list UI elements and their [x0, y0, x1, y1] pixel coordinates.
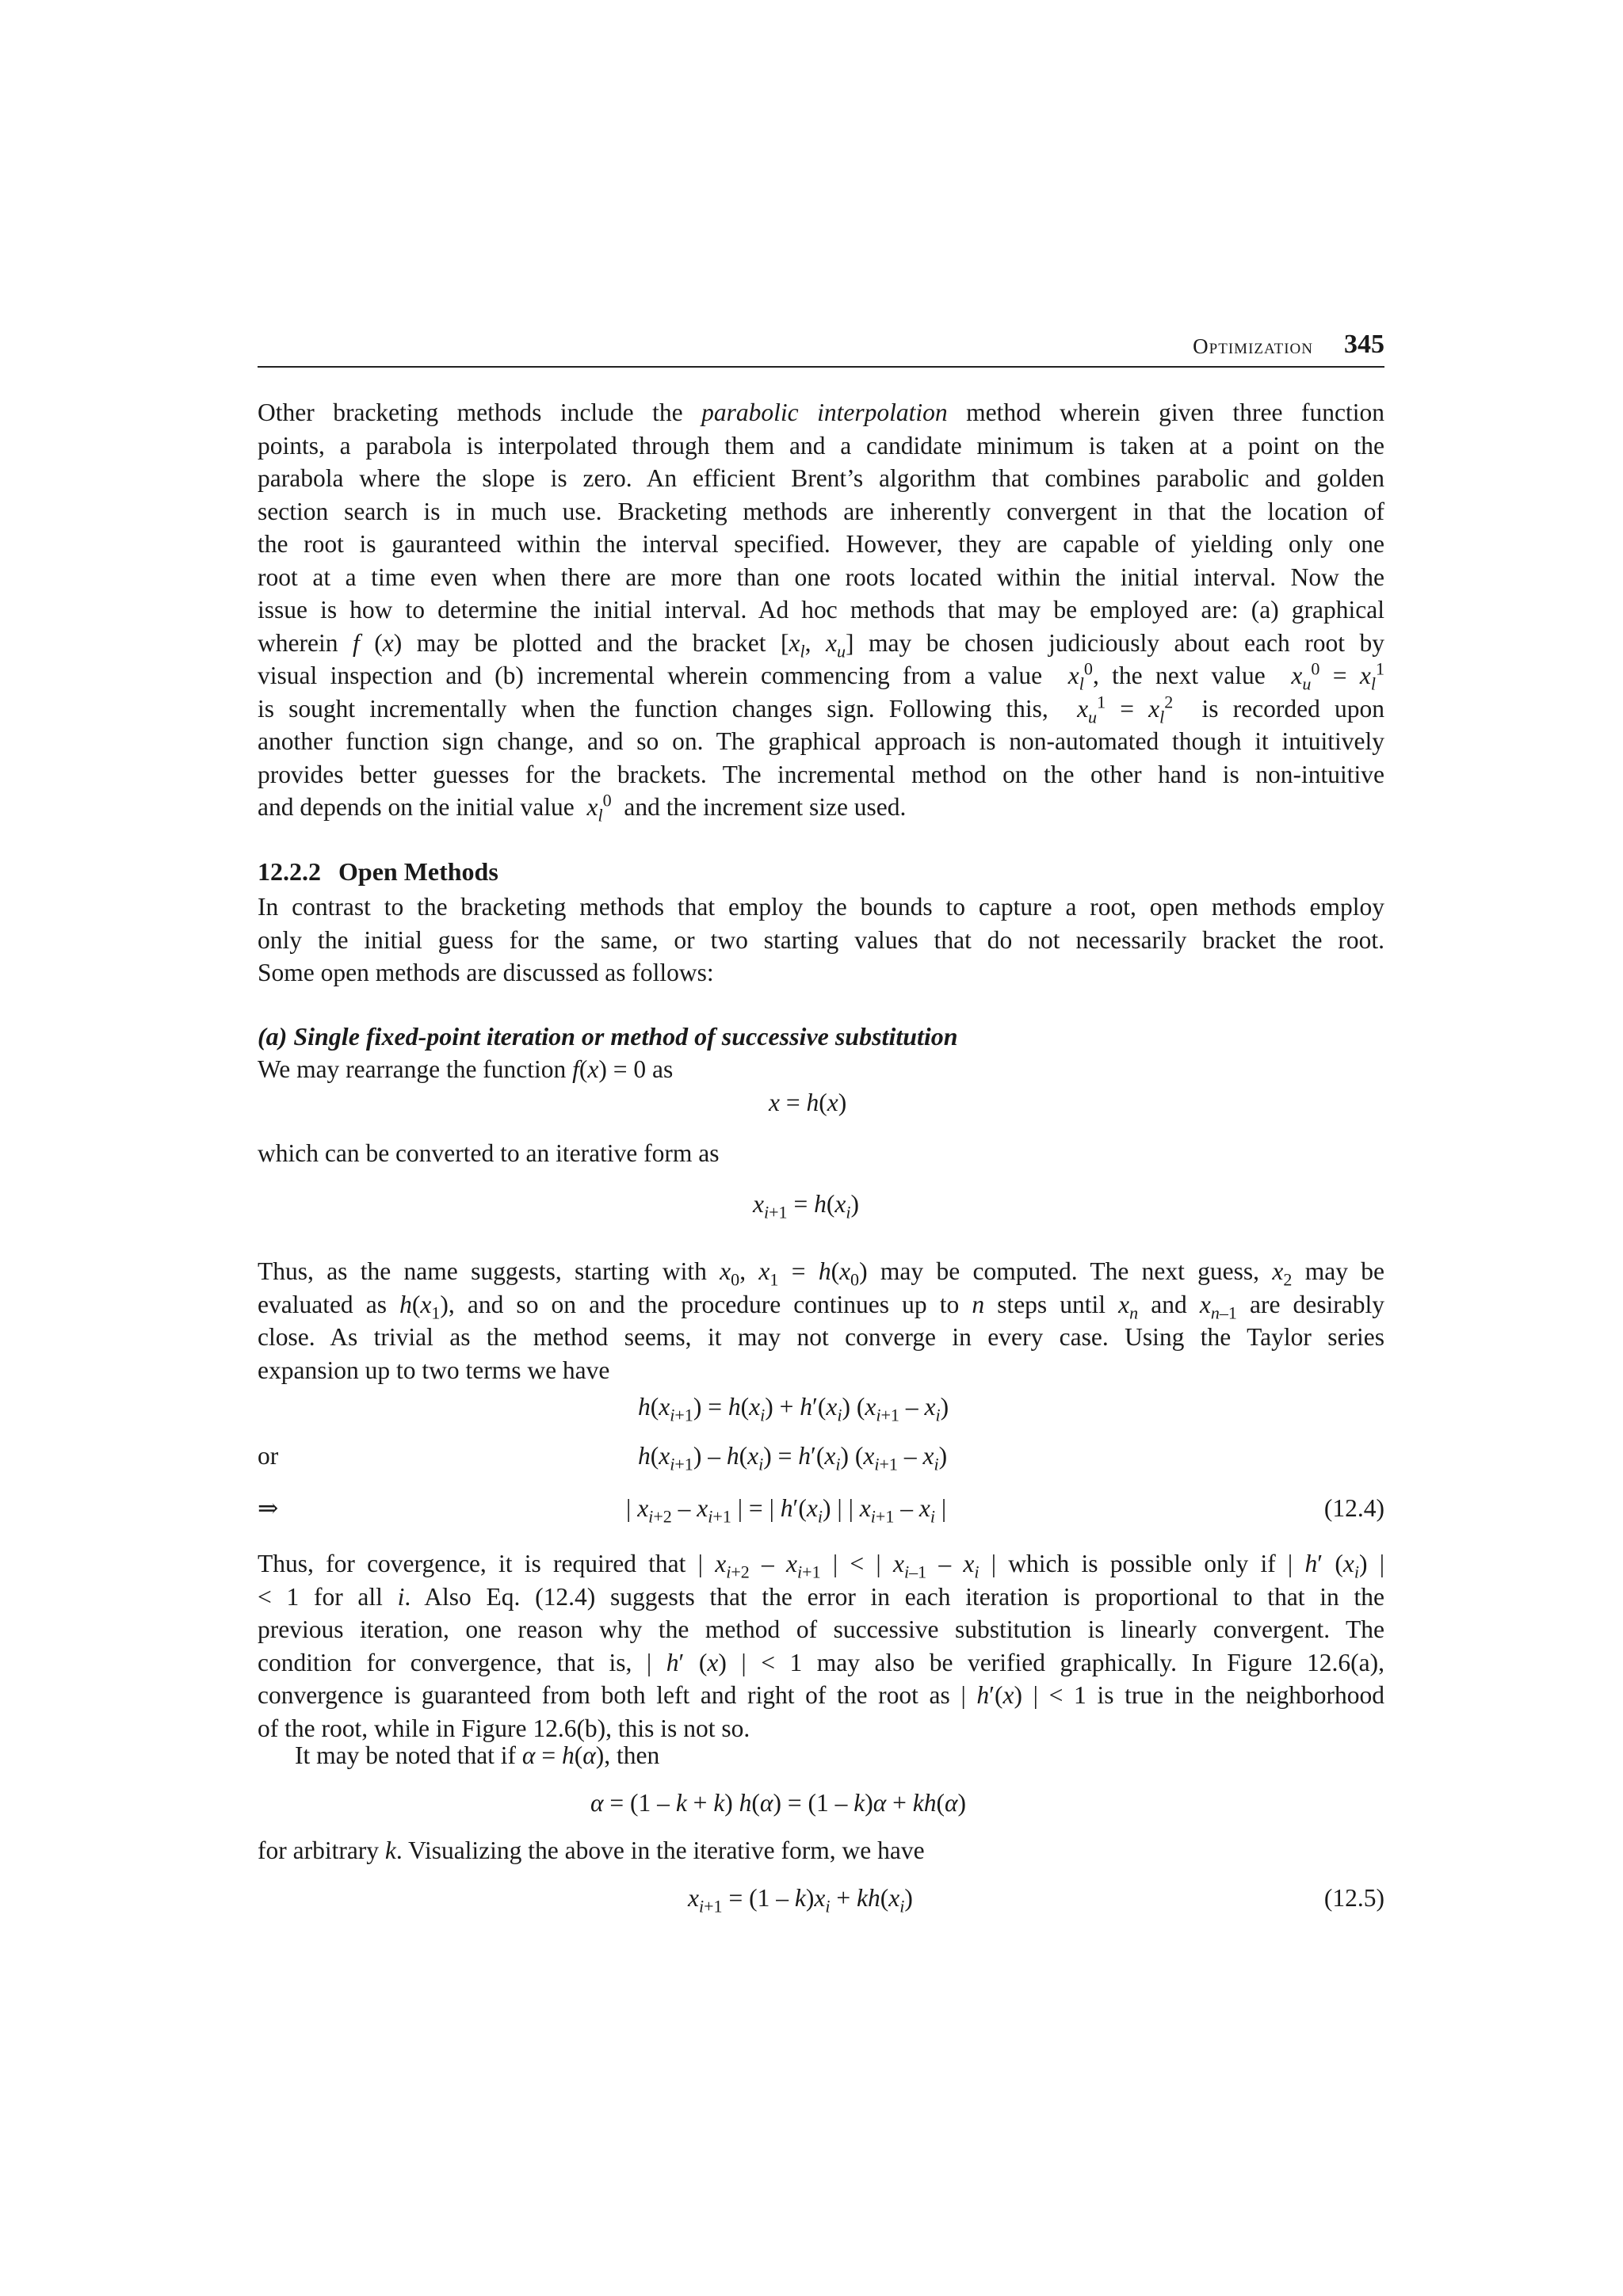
paragraph-open-methods	[258, 891, 1384, 990]
text-line: close. As trivial as the method seems, it may not converge in every case. Using the Taylor series	[258, 1323, 1384, 1351]
text-line: expansion up to two terms we have	[258, 1356, 610, 1384]
text-line: root at a time even when there are more than one roots located within the initial interval. Now the	[258, 563, 1384, 591]
text-line: In contrast to the bracketing methods that employ the bounds to capture a root, open methods employ	[258, 893, 1384, 921]
running-title: Optimization	[1193, 334, 1313, 358]
paragraph-convergence	[258, 1547, 1384, 1745]
arbitrary-text: for arbitrary k. Visualizing the above in the iterative form, we have	[258, 1836, 925, 1864]
text-line: Thus, for covergence, it is required that | $x_{i+2} - x_{i+1}$ | < | $x_{i-1} - x_i$ | which is possible only if | h′ $(x_i)$ |	[258, 1550, 1385, 1582]
equation-taylor-2: $h(x_{i+1}) - h(x_i) = h'(x_i)$ $(x_{i+1} - x_i)$	[638, 1442, 948, 1474]
text-line: of the root, while in Figure 12.6(b), this is not so.	[258, 1714, 750, 1742]
paragraph-bracketing-methods	[258, 396, 1384, 824]
implies-symbol: ⇒	[258, 1494, 279, 1522]
text-line: previous iteration, one reason why the method of successive substitution is linearly convergent. The	[258, 1615, 1384, 1643]
paragraph-fixed-point	[258, 1255, 1384, 1386]
text-line: Other bracketing methods include the parabolic interpolation method wherein given three function	[258, 399, 1384, 426]
subsection-title: (a) Single fixed-point iteration or method of successive substitution	[258, 1022, 958, 1051]
text-line: issue is how to determine the initial interval. Ad hoc methods that may be employed are: (a) graphical	[258, 596, 1384, 624]
text-line: wherein f (x) may be plotted and the bracket [$x_l$, $x_u$] may be chosen judiciously about each root by	[258, 628, 1385, 661]
text-line: points, a parabola is interpolated through them and a candidate minimum is taken at a point on the	[258, 431, 1384, 460]
section-title: Open Methods	[338, 857, 498, 886]
text-line: Thus, as the name suggests, starting with $x_0$, $x_1 = h(x_0)$ may be computed. The next guess, $x_2$ may be	[258, 1257, 1384, 1290]
text-line: section search is in much use. Bracketing methods are inherently convergent in that the location of	[258, 497, 1384, 525]
noted-text: It may be noted that if α = h(α), then	[295, 1741, 660, 1769]
equation-12-4: | $x_{i+2} - x_{i+1}$ | = | $h'(x_i)$ | | $x_{i+1} - x_i$ |	[626, 1494, 947, 1527]
text-line: condition for convergence, that is, | h′ (x) | < 1 may also be verified graphically. In Figure 12.6(a),	[258, 1648, 1385, 1676]
text-line: provides better guesses for the brackets. The incremental method on the other hand is non-intuitive	[258, 760, 1384, 788]
text-line: Some open methods are discussed as follows:	[258, 959, 714, 986]
text-line: convergence is guaranteed from both left and right of the root as | h′(x) | < 1 is true in the neighborhood	[258, 1681, 1384, 1709]
equation-iterative-form: $x_{i+1} = h(x_i)$	[753, 1190, 859, 1222]
equation-number-12-5: (12.5)	[1323, 1884, 1384, 1912]
text-line: the root is gauranteed within the interval specified. However, they are capable of yielding only one	[258, 530, 1384, 558]
equation-number-12-4: (12.4)	[1323, 1494, 1384, 1522]
section-number: 12.2.2	[258, 857, 321, 886]
equation-x-equals-hx: x = h(x)	[769, 1089, 847, 1116]
text-line: only the initial guess for the same, or two starting values that do not necessarily bracket the root.	[258, 925, 1384, 954]
equation-taylor-1: $h(x_{i+1}) = h(x_i) + h'(x_i)$ $(x_{i+1} - x_i)$	[638, 1393, 949, 1425]
text-line: visual inspection and (b) incremental wherein commencing from a value $x_l^0$, the next value $x_u^0 = x_l^1$	[258, 658, 1384, 694]
text-line: is sought incrementally when the function changes sign. Following this, $x_u^1 = x_l^2$ is recorded upon	[258, 692, 1384, 727]
or-label: or	[258, 1442, 279, 1470]
intro-text: We may rearrange the function f(x) = 0 as	[258, 1055, 674, 1083]
page-header	[258, 331, 1384, 368]
equation-alpha: α = (1 – k + k) h(α) = (1 – k)α + kh(α)	[590, 1789, 967, 1817]
section-heading	[258, 857, 498, 887]
text-line: another function sign change, and so on. The graphical approach is non-automated though it intuitively	[258, 727, 1384, 755]
equation-12-5: $x_{i+1} = (1 - k)x_i + kh(x_i)$	[688, 1884, 913, 1917]
text-line: parabola where the slope is zero. An efficient Brent’s algorithm that combines parabolic and golden	[258, 464, 1384, 492]
page-number: 345	[1344, 330, 1384, 359]
text-line: < 1 for all i. Also Eq. (12.4) suggests that the error in each iteration is proportional to that in the	[258, 1582, 1384, 1611]
convert-text: which can be converted to an iterative form as	[258, 1139, 720, 1167]
text-line: and depends on the initial value $x_l^0$ and the increment size used.	[258, 790, 907, 826]
text-line: evaluated as $h(x_1)$, and so on and the procedure continues up to n steps until $x_n$ and $x_{n-1}$ are desirably	[258, 1290, 1385, 1322]
